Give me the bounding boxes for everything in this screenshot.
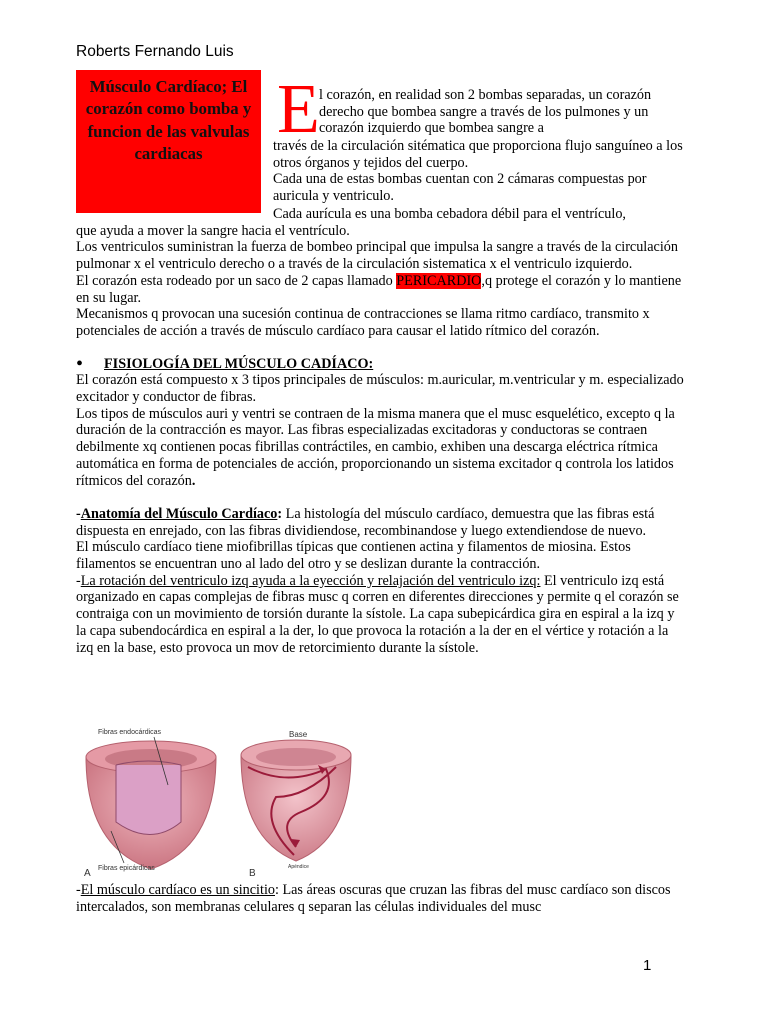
label-a: A <box>84 868 91 877</box>
label-base: Base <box>289 730 308 739</box>
paragraph-mecanismos: Mecanismos q provocan una sucesión continua de contracciones se llama ritmo cardíaco, transmito x potenciales de acción a través de músculo cardíaco para causar el latido rítmico del corazón. <box>76 306 650 339</box>
document-page <box>76 0 688 1024</box>
pericardio-pre: El corazón esta rodeado por un saco de 2 capas llamado <box>76 272 397 289</box>
rotacion-text: El ventriculo izq está organizado en capas complejas de fibras musc q corren en diferentes direcciones y permite q el corazón se contraiga con un movimiento de torsión durante la sístole. La capa subepicárdica gira en espiral a la izq y la capa subendocárdica en espiral a la der, lo que provoca la rotación a la der en el vértice y rotación a la izq en la base, esto provoca un mov de retorcimiento durante la sístole. <box>76 572 679 656</box>
sincitio-text: : Las áreas oscuras que cruzan las fibras del musc cardíaco son discos intercalados, son membranas celulares q separan las células individuales del musc <box>76 882 671 915</box>
label-apex: Apéndice <box>288 864 309 870</box>
pericardio-post: ,q protege el corazón y lo mantiene en su lugar. <box>76 272 682 306</box>
sincitio-dash: - <box>76 882 81 898</box>
heart-figure <box>76 727 366 877</box>
intro-paragraph-first: l corazón, en realidad son 2 bombas separadas, un corazón derecho que bombea sangre a través de los pulmones y un corazón izquierdo que bombea sangre a <box>319 87 652 137</box>
bullet-icon: • <box>76 352 84 375</box>
heading-fisiologia <box>76 352 688 375</box>
contraen-end: . <box>191 472 196 489</box>
paragraph-anatomia <box>76 506 688 539</box>
contraen-text: Los tipos de músculos auri y ventri se contraen de la misma manera que el musc esquelético, excepto q la duración de la contracción es mayor. Las fibras especializadas excitadoras y conductoras se contraen debilmente xq contienen pocas fibrillas contráctiles, en cambio, exhiben una descarga eléctrica rítmica automática en forma de potenciales de acción, proporcionando un sistema excitador q controla los latidos rítmicos del corazón <box>76 405 675 489</box>
figure-a <box>84 729 216 877</box>
anatomia-colon: : <box>277 505 283 522</box>
figure-b <box>241 730 351 877</box>
heading-fisiologia-text: FISIOLOGÍA DEL MÚSCULO CADÍACO: <box>104 355 374 372</box>
intro-block <box>273 138 691 205</box>
page-number: 1 <box>643 957 652 974</box>
label-endo: Fibras endocárdicas <box>98 729 162 736</box>
anatomia-label: Anatomía del Músculo Cardíaco <box>80 505 278 522</box>
drop-cap: E <box>277 71 320 148</box>
paragraph-ventriculos: Los ventriculos suministran la fuerza de bombeo principal que impulsa la sangre a través de la circulación pulmonar x el ventriculo derecho o a través de la circulación sistematica x el ventriculo izquierdo. <box>76 239 678 273</box>
title-box: Músculo Cardíaco; El corazón como bomba y funcion de las valvulas cardiacas <box>76 70 261 213</box>
label-epi: Fibras epicárdicas <box>98 865 155 872</box>
paragraph-auricula-a: Cada aurícula es una bomba cebadora débil para el ventrículo, <box>273 206 626 222</box>
body-section-1 <box>76 206 688 656</box>
spacer <box>76 489 688 506</box>
paragraph-auricula-b: que ayuda a mover la sangre hacia el ventrículo. <box>76 222 350 239</box>
pericardio-highlight: PERICARDIO <box>396 272 482 289</box>
intro-paragraph-second: través de la circulación sitématica que proporciona flujo sanguíneo a los otros órganos y tejidos del cuerpo. <box>273 138 683 171</box>
paragraph-contraen <box>76 406 688 490</box>
paragraph-pericardio <box>76 273 688 306</box>
paragraph-sincitio <box>76 882 688 915</box>
paragraph-rotacion <box>76 573 688 657</box>
body-section-2 <box>76 882 688 915</box>
rotacion-label: La rotación del ventriculo izq ayuda a la eyección y relajación del ventriculo izq: <box>80 572 541 589</box>
paragraph-camaras: Cada una de estas bombas cuentan con 2 cámaras compuestas por auricula y ventriculo. <box>273 171 647 205</box>
anatomia-dash: - <box>76 505 81 522</box>
anatomia-text: La histología del músculo cardíaco, demuestra que las fibras está dispuesta en enrejado, con las fibras dividiendose, recombinandose y luego extendiendose de nuevo. <box>76 505 655 539</box>
paragraph-miofibrillas: El músculo cardíaco tiene miofibrillas típicas que contienen actina y filamentos de miosina. Estos filamentos se encuentran uno al lado del otro y se deslizan durante la contracción. <box>76 539 631 573</box>
label-b: B <box>249 868 256 877</box>
heart-illustration <box>76 727 366 877</box>
sincitio-label: El músculo cardíaco es un sincitio <box>80 882 275 898</box>
paragraph-tipos: El corazón está compuesto x 3 tipos principales de músculos: m.auricular, m.ventricular y m. especializado excitador y conductor de fibras. <box>76 372 684 406</box>
author-name: Roberts Fernando Luis <box>76 43 234 60</box>
rotacion-dash: - <box>76 572 81 589</box>
